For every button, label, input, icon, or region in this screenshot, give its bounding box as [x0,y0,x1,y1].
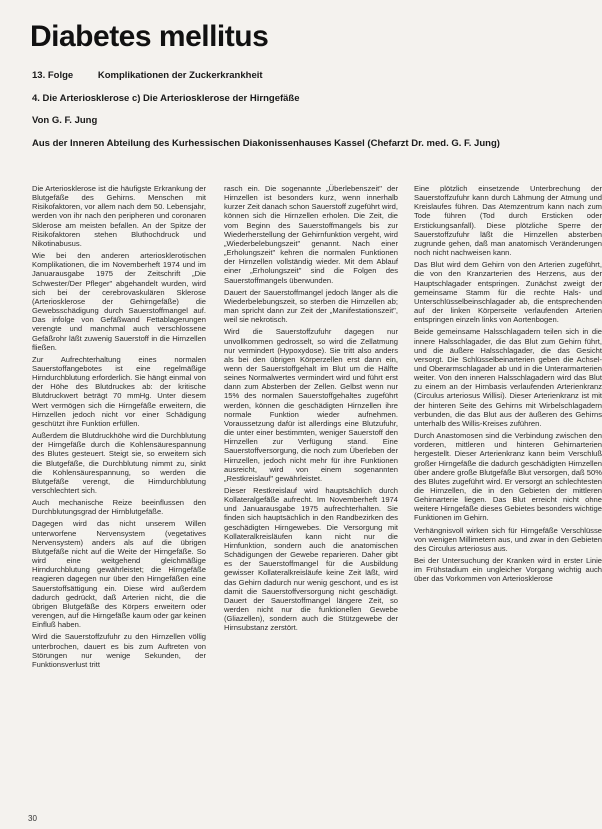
page-number: 30 [28,814,37,823]
paragraph: Dieser Restkreislauf wird hauptsächlich durch Kollateralgefäße aufrecht. Im Novemberheft 1974 und Januarausgabe 1975 aufrechterhalten. Sie finden sich hauptsächlich in den Randbezirken des geschädigten Hirngewebes. Die Versorgung mit Kollateralkreisläufen kann nicht nur die Hirnfunktion, sondern auch die anatomischen Schädigungen der Gewebe reparieren. Daher gibt es der Sauerstoffmangel für die Ausbildung gewisser Kollateralkreisläufe keine Zeit läßt, wird das Gehirn dadurch nur wenig geschont, und es ist damit die Sauerstoffversorgung nicht geschädigt. Dauert der Sauerstoffmangel längere Zeit, so werden nicht nur die funktionellen Gewebe (Gliazellen), sondern auch die Stützgewebe der Hirnsubstanz zerstört. [224,486,398,633]
paragraph: Wird die Sauerstoffzufuhr dagegen nur unvollkommen gedrosselt, so wird die Zellatmung nur vermindert (Hypoxydose). Sie tritt also anders als bei den übrigen Körperzellen erst dann ein, wenn der Sauerstoffgehalt im Blut um die Hälfte seines Normalwertes vermindert wird und führt erst dann zum Absterben der Zellen. Gelbst wenn nur 15% des normalen Sauerstoffgehaltes zugeführt werden, können die geschädigten Hirnzellen ihre normale Funktion wieder aufnehmen. Voraussetzung dafür ist allerdings eine Blutzufuhr, die unter einer bestimmten, weniger Sauerstoff den Hirnzellen zur Verfügung stand. Eine Sauerstoffversorgung, die noch zum Überleben der Hirnzellen, jedoch nicht mehr für ihre Funktionen ausreicht, wird von einem sogenannten „Restkreislauf" gewährleistet. [224,327,398,483]
series-number: 13. Folge [32,70,74,81]
text-column-2 [224,184,398,818]
paragraph: rasch ein. Die sogenannte „Überlebenszeit" der Hirnzellen ist besonders kurz, wenn innerhalb kurzer Zeit danach schon Sauerstoff zugeführt wird, können sich die Hirnzellen erholen. Die Zeit, die vom Beginn des Sauerstoffmangels bis zur Wiederherstellung der Gehirnfunktion vergeht, wird „Wiederbelebungszeit" genannt. Nach einer „Erholungszeit" kehren die normalen Funktionen der Hirnzellen vollständig wieder. Mit dem Ablauf einer „Erholungszeit" sind die Folgen des Sauerstoffmangels überwunden. [224,184,398,285]
paragraph: Die Arteriosklerose ist die häufigste Erkrankung der Blutgefäße des Gehirns. Menschen mit Risikofaktoren, vor allem nach dem 50. Lebensjahr, werden von ihr nach den peripheren und coronaren Sklerose am meisten befallen. An der Spitze der Risikofaktoren stehen Bluthochdruck und Nikotinabusus. [32,184,206,248]
paragraph: Durch Anastomosen sind die Verbindung zwischen den vorderen, mittleren und hinteren Gehirnarterien hergestellt. Dieser Arterienkranz kann beim Verschluß großer Hirngefäße die dadurch geschädigten Hirnzellen über andere große Blutgefäße Blut versorgen, daß 50% des Blutes zugeführt wird. Er versorgt an schlechtesten die Hirnzellen, die in den Gebieten der mittleren Gehirnarterie liegen. Das Blut erreicht nicht ohne weitere Hirngefäße dieses Gebietes besonders wichtige Funktionen im Gehirn. [414,431,602,523]
paragraph: Auch mechanische Reize beeinflussen den Durchblutungsgrad der Hirnblutgefäße. [32,498,206,517]
paragraph: Eine plötzlich einsetzende Unterbrechung der Sauerstoffzufuhr kann durch Lähmung der Atmung und Kreislaufes führen. Das Atemzentrum kann nach zum Tode führen (Tod durch Ersticken oder Erstickungsanfall). Diese plötzliche Sperre der Sauerstoffzufuhr läßt die Hirnzellen absterben zugrunde gehen, daß man anatomisch Veränderungen noch nicht nachweisen kann. [414,184,602,258]
author-line: Von G. F. Jung [32,115,98,126]
paragraph: Das Blut wird dem Gehirn von den Arterien zugeführt, die von den Kranzarterien des Herzens, aus der Hauptschlagader entspringen. Zunächst zweigt der gemeinsame Stamm für die rechte Hals- und Unterschlüsselbeinschlagader ab, die entsprechenden auf der linken Körperseite verlaufenden Arterien entspringen einzeln links von Aortenbogen. [414,260,602,325]
paragraph: Beide gemeinsame Halsschlagadern teilen sich in die innere Halsschlagader, die das Blut zum Gehirn führt, und die äußere Halsschlagader, die das Gesicht versorgt. Die Schlüsselbeinarterien geben die Achsel- und Oberarmschlagader ab und in die Unterarmarterien weiter. Von den inneren Halsschlagadern wird das Blut zu einem an der Hirnbasis verlaufenden Arterienkranz (Circulus arteriosus Willisi). Dieser Arterienkranz ist mit der hinteren Seite des Gehirns mit Wirbelschlagadern verbunden, die das Blut aus der äußeren des Gehirns unterhalb des Willis-Kreises zuführen. [414,327,602,428]
series-topic: Komplikationen der Zuckerkrankheit [97,70,263,81]
affiliation-line: Aus der Inneren Abteilung des Kurhessischen Diakonissenhauses Kassel (Chefarzt Dr. med. G. F. Jung) [32,138,500,149]
paragraph: Wie bei den anderen arteriosklerotischen Komplikationen, die im Novemberheft 1974 und im Januarausgabe 1975 der Zeitschrift „Die Schwester/Der Pfleger" abgehandelt wurden, wird sich bei der cerebrovaskulären Sklerose (Arteriosklerose der Gehirngefäße) die Gewebsschädigung durch Sauerstoffmangel auf. Das infolge von Gefäßwand Fettablagerungen verengte und manchmal auch verschlossene Gefäßrohr läßt zuwenig Sauerstoff in die Hirnzellen fließen. [32,251,206,352]
article-title: Diabetes mellitus [30,20,269,53]
paragraph: Dagegen wird das nicht unserem Willen unterworfene Nervensystem (vegetatives Nervensystem) anders als auf die übrigen Blutgefäße nicht auf die Weite der Hirngefäße. So wird eine weitgehend gleichmäßige Hirndurchblutung gewährleistet; die Hirngefäße reagieren dagegen nur über den Hirngefäßen eine Sauerstoffsättigung ein. Diese wird außerdem dadurch gedrückt, daß Arterien nicht, die die übrigen Blutgefäße des Körpers erweitern oder verengen, auf die Hirngefäße kaum oder gar keinen Einfluß haben. [32,519,206,630]
paragraph: Außerdem die Blutdruckhöhe wird die Durchblutung der Hirngefäße durch die Kohlensäurespannung des Blutes gesteuert. Steigt sie, so erweitern sich die Blutgefäße, die Durchblutung nimmt zu, sinkt die Kohlensäurespannung, so werden die Blutgefäße verengt, die Hirndurchblutung verschlechtert sich. [32,431,206,495]
paragraph: Bei der Untersuchung der Kranken wird in erster Linie im Frühstadium ein ungleicher Vorgang wichtig auch über das Vorkommen von Arteriosklerose [414,556,602,584]
series-line [32,70,285,81]
article-subtitle: 4. Die Arteriosklerose c) Die Arteriosklerose der Hirngefäße [32,93,300,104]
paragraph: Wird die Sauerstoffzufuhr zu den Hirnzellen völlig unterbrochen, dauert es bis zum Auftreten von Störungen nur wenige Sekunden, der Funktionsverlust tritt [32,632,206,669]
text-column-3 [414,184,602,818]
paragraph: Dauert der Sauerstoffmangel jedoch länger als die Wiederbelebungszeit, so sterben die Hirnzellen ab; man spricht dann zur Zeit der „Manifestationszeit", weil sie nekrotisch. [224,287,398,325]
paragraph: Verhängnisvoll wirken sich für Hirngefäße Verschlüsse von wenigen Millimetern aus, und zwar in den Gebieten des Circulus arteriosus aus. [414,525,602,553]
paragraph: Zur Aufrechterhaltung eines normalen Sauerstoffangebotes ist eine regelmäßige Hirndurchblutung erforderlich. Sie hängt einmal von der Höhe des Blutdruckes ab: der kritische Blutdruckwert beträgt 70 mmHg. Unter diesem Wert vermögen sich die Hirngefäße erweitern, die Hirnzellen jedoch nicht vor einer Schädigung geschützt ihre Funktion erfüllen. [32,354,206,428]
text-column-1 [32,184,206,818]
